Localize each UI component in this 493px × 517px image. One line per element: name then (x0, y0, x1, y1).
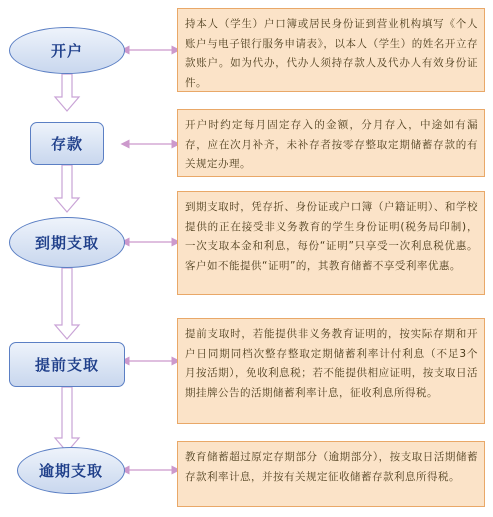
stage-overdue (17, 447, 125, 494)
stage-overdue-label: 逾期支取 (38, 462, 103, 480)
flow-arrow-4 (55, 387, 79, 452)
note-open: 持本人（学生）户口簿或居民身份证到营业机构填写《个人账户与电子银行服务申请表》，以本人（学生）的姓名开立存款账户。如为代办，代办人须持存款人及代办人有效身份证件。 (177, 8, 485, 92)
stage-maturity (9, 217, 125, 268)
note-deposit: 开户时约定每月固定存入的金额，分月存入，中途如有漏存，应在次月补齐，未补存者按零存整取定期储蓄存款的有关规定办理。 (177, 109, 485, 177)
note-early: 提前支取时，若能提供非义务教育证明的，按实际存期和开户日同期同档次整存整取定期储蓄利率计付利息（不足3个月按活期），免收利息税；若不能提供相应证明，按支取日活期挂牌公告的活期储蓄利率计息，征收利息所得税。 (177, 318, 485, 424)
stage-open (9, 27, 125, 74)
flow-arrow-3 (55, 268, 79, 339)
stage-early-label: 提前支取 (34, 356, 99, 374)
flow-arrow-1 (55, 74, 79, 111)
note-maturity: 到期支取时，凭存折、身份证或户口簿（户籍证明）、和学校提供的正在接受非义务教育的学生身份证明(税务局印制)，一次支取本金和利息，每份“证明”只享受一次利息税优惠。客户如不能提供“证明”的，其教育储蓄不享受利率优惠。 (177, 191, 485, 295)
stage-open-label: 开户 (50, 42, 83, 60)
flow-arrow-2 (55, 165, 79, 212)
stage-early (9, 342, 125, 387)
stage-maturity-label: 到期支取 (34, 234, 99, 252)
stage-deposit-label: 存款 (50, 135, 83, 153)
note-overdue: 教育储蓄超过原定存期部分（逾期部分），按支取日活期储蓄存款利率计息，并按有关规定征收储蓄存款利息所得税。 (177, 441, 485, 507)
stage-deposit (30, 122, 104, 165)
